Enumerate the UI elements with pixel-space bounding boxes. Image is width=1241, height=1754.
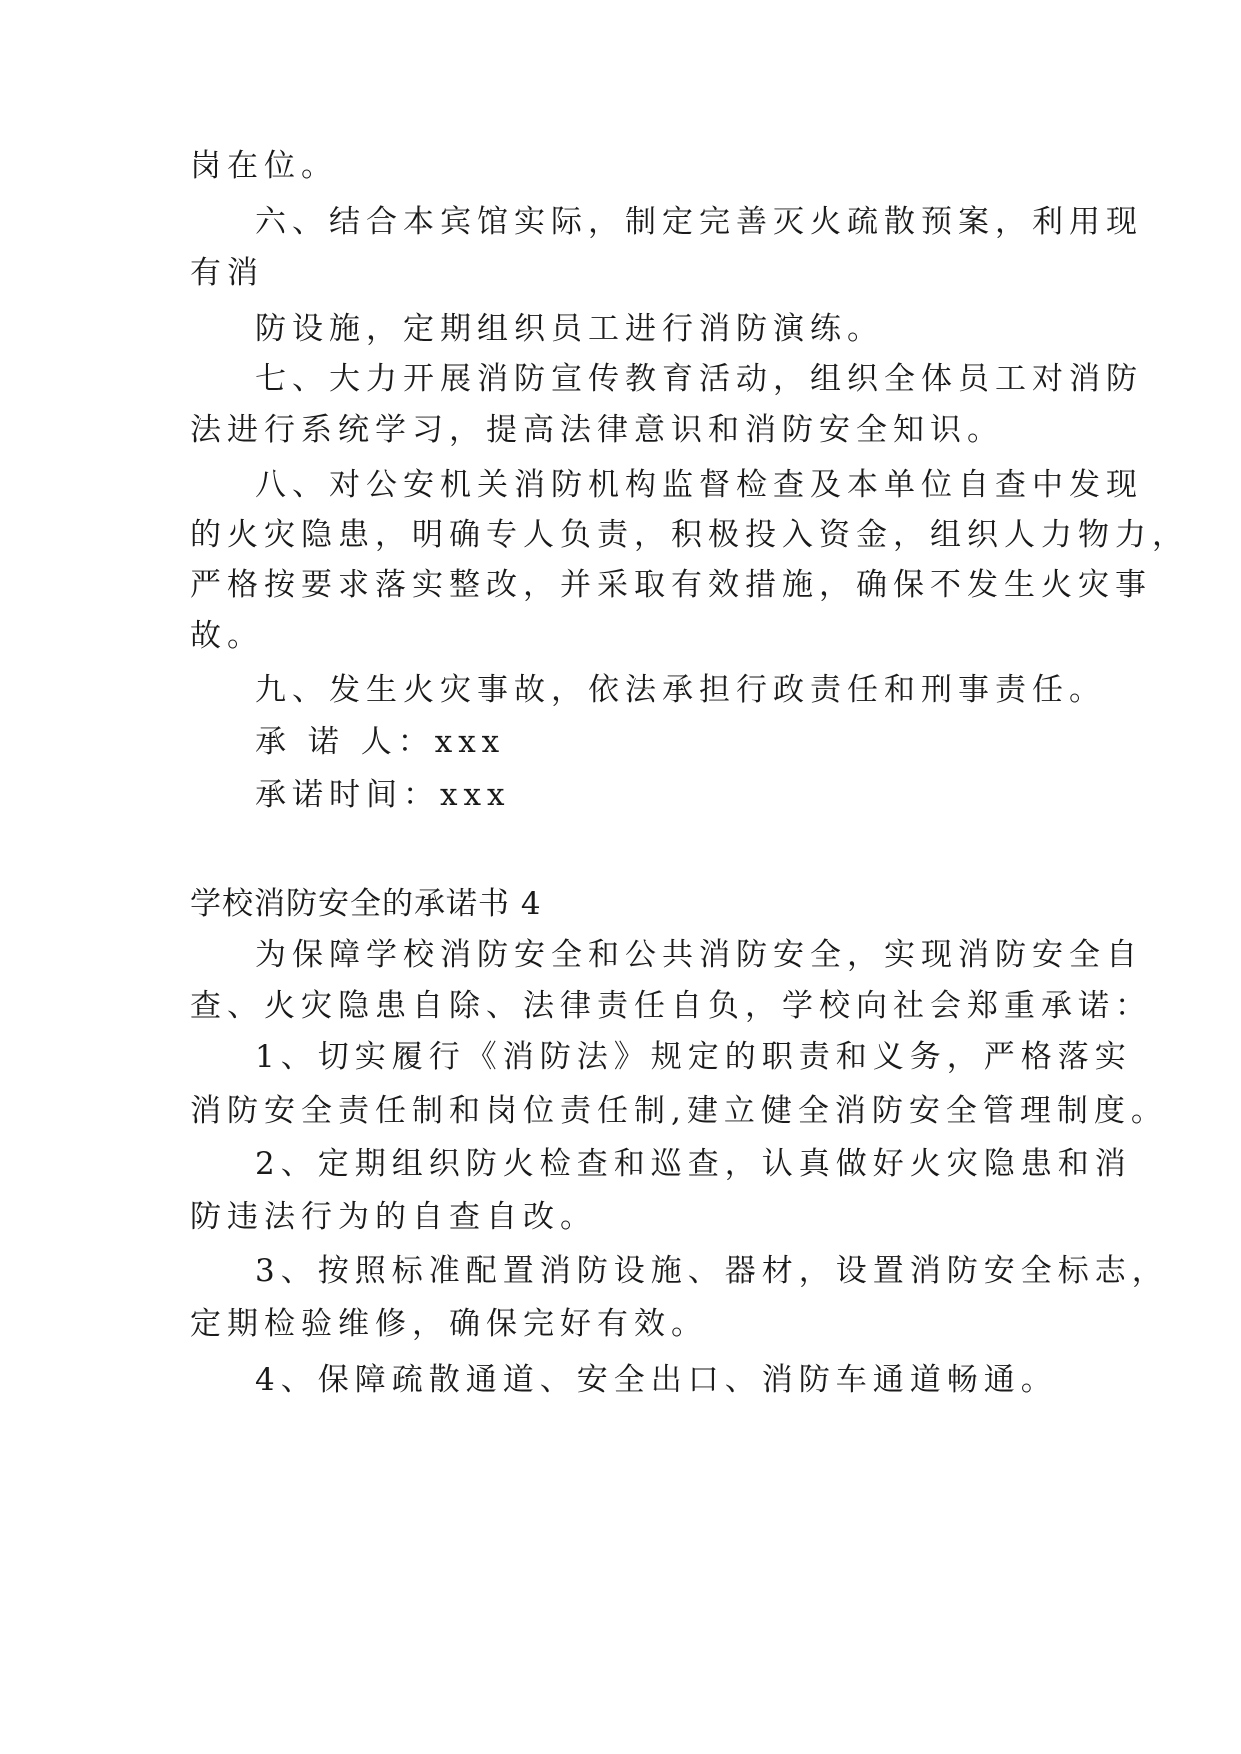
commitment-date-line: 承诺时间：xxx (255, 777, 511, 813)
body-text-line: 1、切实履行《消防法》规定的职责和义务，严格落实 (255, 1039, 1132, 1075)
body-text-line: 的火灾隐患，明确专人负责，积极投入资金，组织人力物力， (190, 517, 1189, 553)
body-text-line: 消防安全责任制和岗位责任制,建立健全消防安全管理制度。 (190, 1093, 1168, 1129)
body-text-line: 4、保障疏散通道、安全出口、消防车通道畅通。 (255, 1362, 1058, 1398)
body-text-line: 查、火灾隐患自除、法律责任自负，学校向社会郑重承诺： (190, 988, 1152, 1024)
body-text-line: 3、按照标准配置消防设施、器材，设置消防安全标志， (255, 1253, 1169, 1289)
body-text-line: 严格按要求落实整改，并采取有效措施，确保不发生火灾事 (190, 567, 1152, 603)
body-text-line: 法进行系统学习，提高法律意识和消防安全知识。 (190, 412, 1004, 448)
body-text-line: 八、对公安机关消防机构监督检查及本单位自查中发现 (255, 467, 1143, 503)
body-text-line: 2、定期组织防火检查和巡查，认真做好火灾隐患和消 (255, 1146, 1132, 1182)
body-text-line: 有消 (190, 255, 264, 291)
body-text-line: 故。 (190, 618, 264, 654)
body-text-line: 防违法行为的自查自改。 (190, 1199, 597, 1235)
body-text-line: 防设施，定期组织员工进行消防演练。 (255, 311, 884, 347)
section-heading: 学校消防安全的承诺书 4 (190, 886, 542, 922)
body-text-line: 六、结合本宾馆实际，制定完善灭火疏散预案，利用现 (255, 204, 1143, 240)
signatory-line: 承 诺 人：xxx (255, 724, 506, 760)
body-text-line: 定期检验维修，确保完好有效。 (190, 1306, 708, 1342)
body-text-line: 九、发生火灾事故，依法承担行政责任和刑事责任。 (255, 672, 1106, 708)
body-text-line: 七、大力开展消防宣传教育活动，组织全体员工对消防 (255, 361, 1143, 397)
body-text-line: 岗在位。 (190, 148, 338, 184)
body-text-line: 为保障学校消防安全和公共消防安全，实现消防安全自 (255, 937, 1143, 973)
